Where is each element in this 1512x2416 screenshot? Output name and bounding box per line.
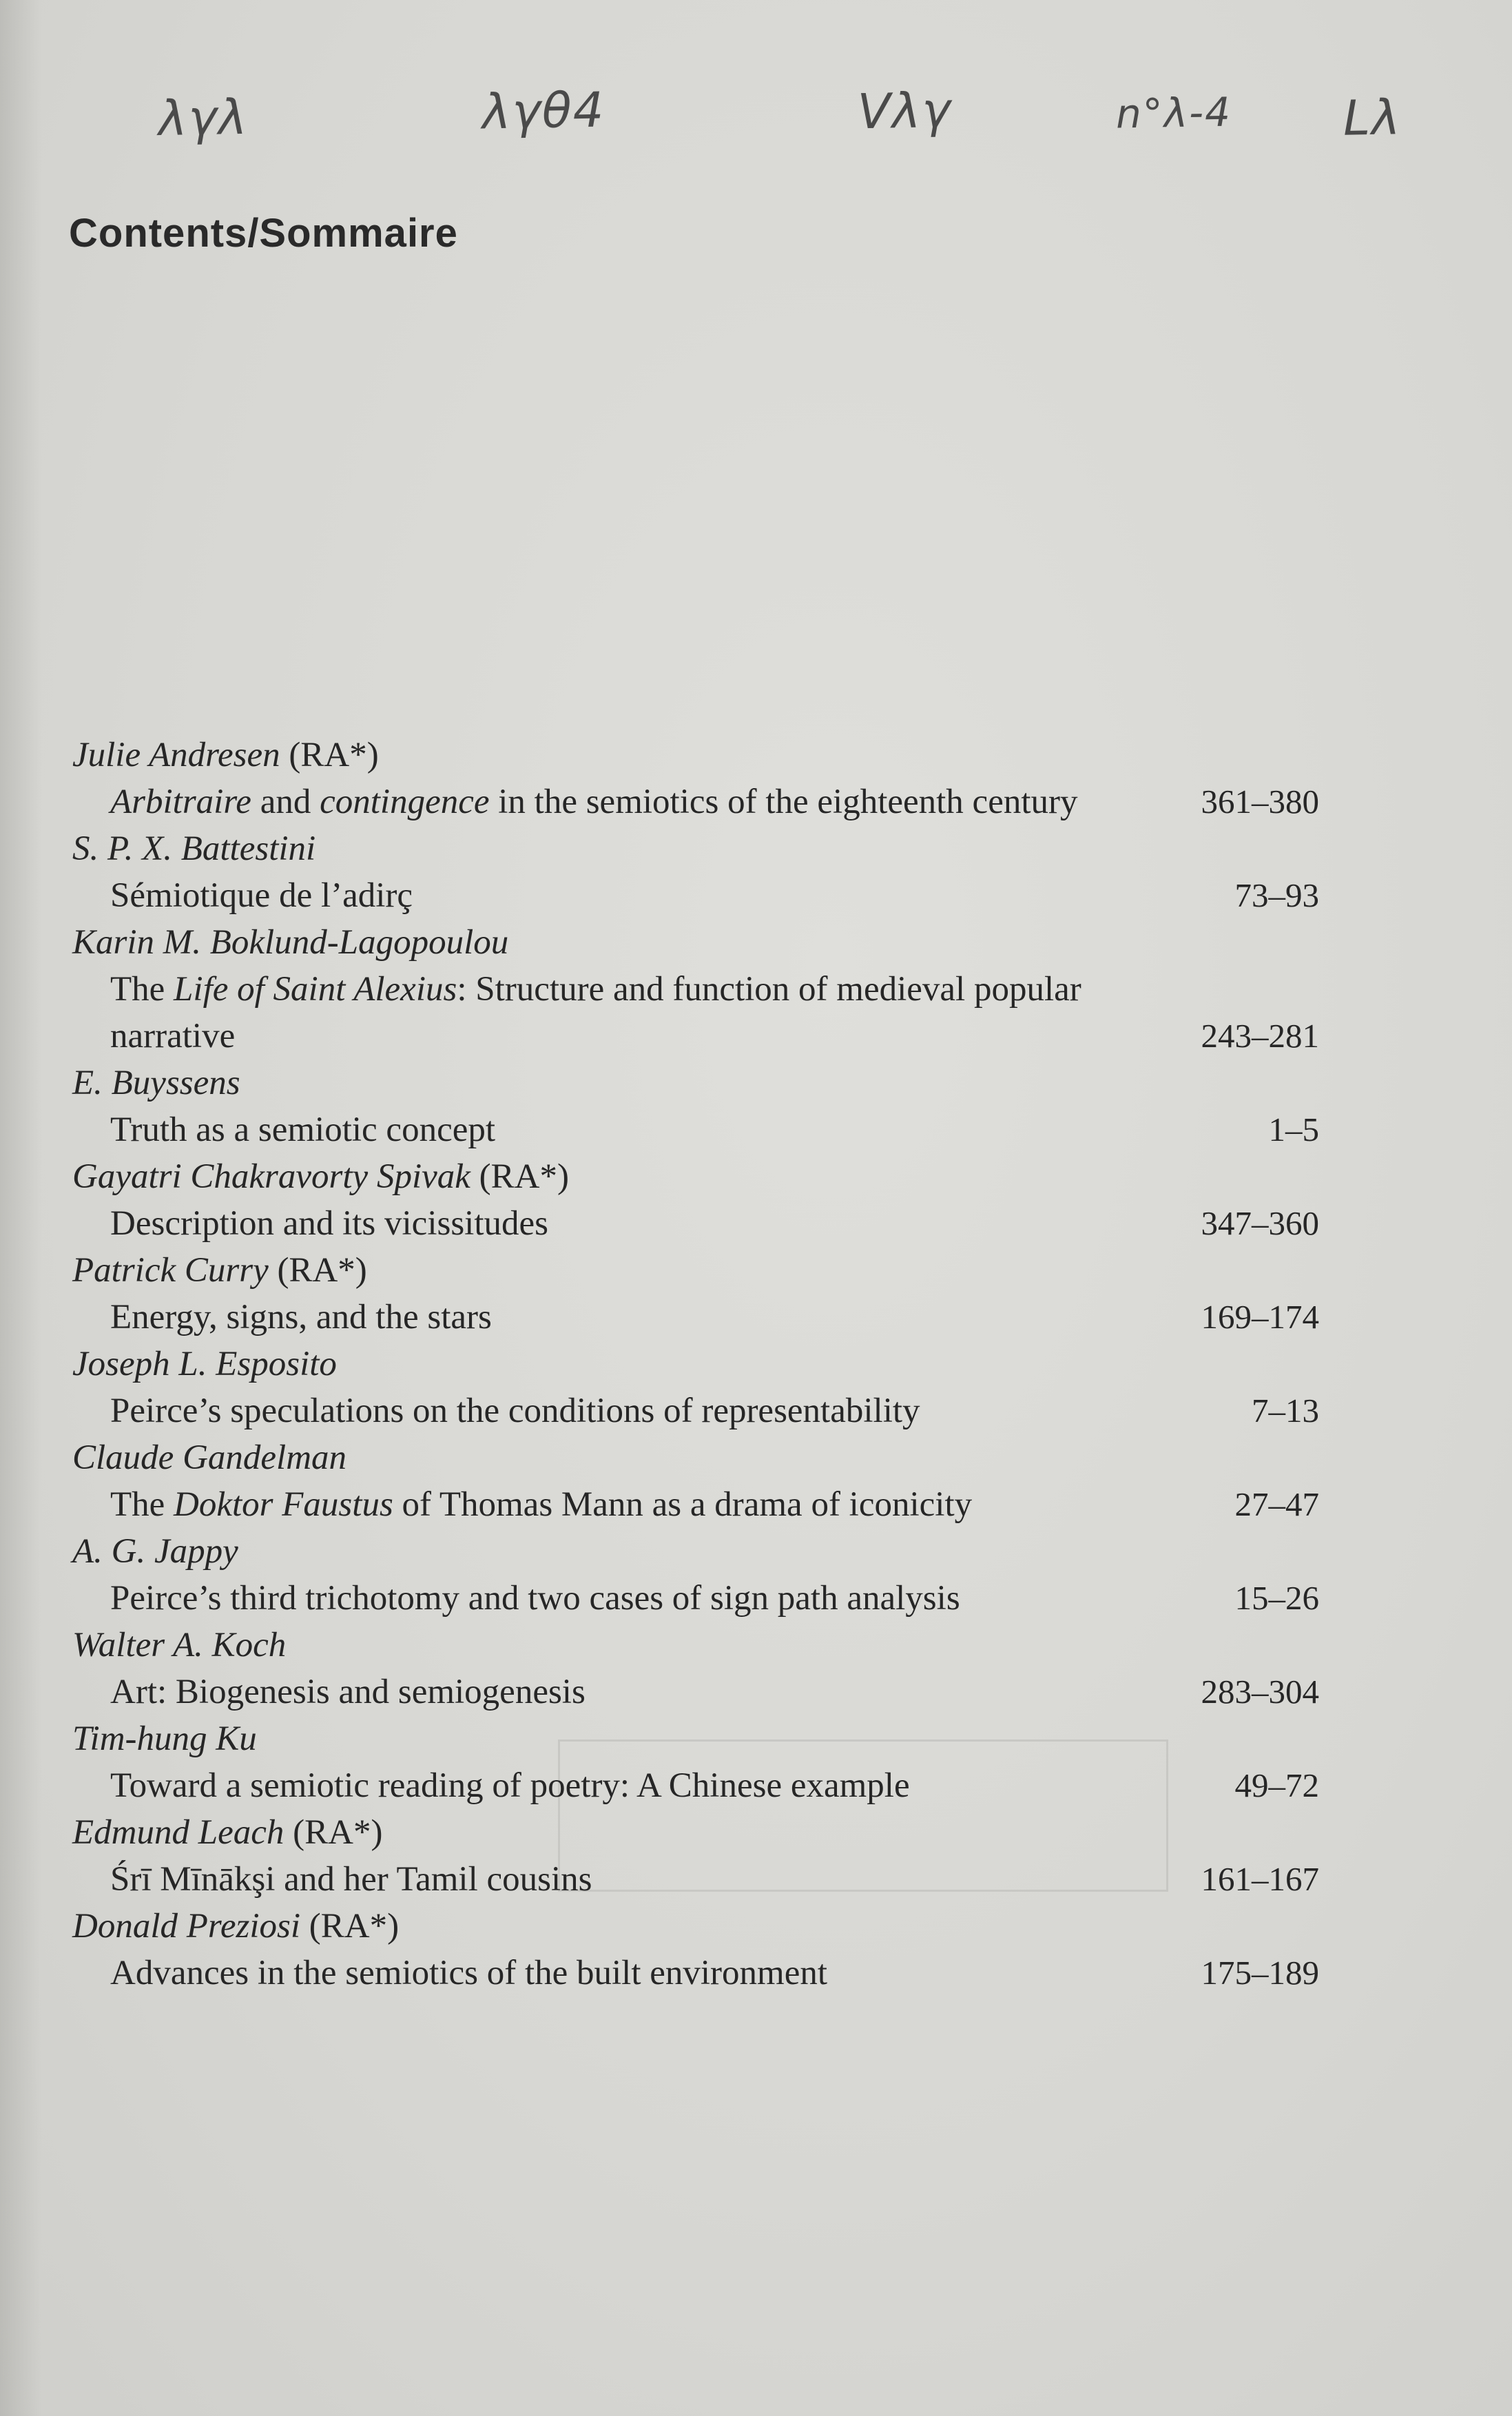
toc-title-row xyxy=(72,1950,1319,1996)
toc-title-row xyxy=(72,1856,1319,1903)
table-of-contents xyxy=(72,732,1319,1996)
toc-author-line xyxy=(72,1341,1312,1387)
toc-title-row xyxy=(72,1481,1319,1528)
title-fragment: contingence xyxy=(320,783,490,821)
toc-author-line xyxy=(72,1528,1312,1575)
toc-entry xyxy=(72,1247,1319,1341)
review-article-marker: (RA*) xyxy=(280,736,379,774)
toc-author-line xyxy=(72,1060,1312,1106)
toc-entry xyxy=(72,1622,1319,1715)
toc-entry xyxy=(72,1715,1319,1809)
toc-author-line xyxy=(72,1715,1312,1762)
article-title xyxy=(110,1762,1102,1809)
author-name: Tim-hung Ku xyxy=(72,1720,257,1758)
title-fragment: Art: Biogenesis and semiogenesis xyxy=(110,1673,586,1711)
author-name: Julie Andresen xyxy=(72,736,280,774)
title-fragment: The xyxy=(110,970,174,1009)
title-fragment: Toward a semiotic reading of poetry: A Chinese example xyxy=(110,1766,910,1805)
toc-title-row xyxy=(72,1200,1319,1247)
title-fragment: Peirce’s speculations on the conditions of representability xyxy=(110,1392,920,1430)
handwritten-annotations xyxy=(0,76,1512,172)
page-range: 361–380 xyxy=(1201,783,1319,820)
review-article-marker: (RA*) xyxy=(268,1251,367,1290)
handwritten-note: Lλ xyxy=(1343,89,1402,147)
article-title xyxy=(110,1294,1102,1341)
toc-title-row xyxy=(72,1387,1319,1434)
page-range: 161–167 xyxy=(1201,1860,1319,1898)
page-range: 1–5 xyxy=(1268,1111,1319,1148)
title-fragment: Life of Saint Alexius xyxy=(174,970,457,1009)
author-name: Walter A. Koch xyxy=(72,1626,287,1664)
title-fragment: in the semiotics of the eighteenth century xyxy=(489,783,1078,821)
toc-title-row xyxy=(72,1294,1319,1341)
handwritten-note: Vλγ xyxy=(857,81,953,141)
toc-author-line xyxy=(72,1622,1312,1669)
page-range: 49–72 xyxy=(1234,1766,1319,1804)
title-fragment: Advances in the semiotics of the built environment xyxy=(110,1954,828,1992)
page-range: 175–189 xyxy=(1201,1954,1319,1992)
author-name: Gayatri Chakravorty Spivak xyxy=(72,1157,470,1196)
toc-author-line xyxy=(72,1247,1312,1294)
title-fragment: The xyxy=(110,1485,174,1524)
toc-entry xyxy=(72,1528,1319,1622)
toc-entry xyxy=(72,919,1319,1060)
title-fragment: Arbitraire xyxy=(110,783,251,821)
toc-title-row xyxy=(72,1575,1319,1622)
toc-title-row xyxy=(72,778,1319,825)
title-fragment: Description and its vicissitudes xyxy=(110,1204,549,1243)
toc-author-line xyxy=(72,919,1312,966)
toc-author-line xyxy=(72,1903,1312,1950)
article-title xyxy=(110,778,1102,825)
author-name: Joseph L. Esposito xyxy=(72,1345,337,1383)
article-title xyxy=(110,1950,1102,1996)
toc-entry xyxy=(72,732,1319,825)
toc-author-line xyxy=(72,1153,1312,1200)
author-name: Donald Preziosi xyxy=(72,1907,301,1945)
review-article-marker: (RA*) xyxy=(284,1813,383,1852)
toc-title-row xyxy=(72,1762,1319,1809)
toc-entry xyxy=(72,1434,1319,1528)
title-fragment: and xyxy=(251,783,320,821)
toc-entry xyxy=(72,1903,1319,1996)
title-fragment: Śrī Mīnākşi and her Tamil cousins xyxy=(110,1860,592,1899)
toc-entry xyxy=(72,1060,1319,1153)
article-title xyxy=(110,1669,1102,1715)
page-range: 169–174 xyxy=(1201,1298,1319,1336)
page-range: 347–360 xyxy=(1201,1204,1319,1242)
author-name: A. G. Jappy xyxy=(72,1532,238,1571)
toc-title-row xyxy=(72,1669,1319,1715)
page-range: 73–93 xyxy=(1234,876,1319,914)
title-fragment: : Structure and function of medieval popular narrative xyxy=(110,970,1081,1055)
author-name: Claude Gandelman xyxy=(72,1438,347,1477)
toc-entry xyxy=(72,1809,1319,1903)
handwritten-note: λγθ4 xyxy=(481,81,605,141)
toc-title-row xyxy=(72,966,1319,1060)
article-title xyxy=(110,1481,1102,1528)
toc-author-line xyxy=(72,825,1312,872)
title-fragment: Truth as a semiotic concept xyxy=(110,1111,496,1149)
author-name: E. Buyssens xyxy=(72,1064,240,1102)
binding-shadow xyxy=(0,0,41,2416)
handwritten-note: λγλ xyxy=(158,88,249,147)
toc-title-row xyxy=(72,1106,1319,1153)
article-title xyxy=(110,1387,1102,1434)
article-title xyxy=(110,1200,1102,1247)
page-range: 27–47 xyxy=(1234,1485,1319,1523)
toc-title-row xyxy=(72,872,1319,919)
title-fragment: Sémiotique de l’adirç xyxy=(110,876,413,915)
handwritten-note: n°λ-4 xyxy=(1115,88,1232,138)
title-fragment: Energy, signs, and the stars xyxy=(110,1298,492,1336)
article-title xyxy=(110,1856,1102,1903)
author-name: Karin M. Boklund-Lagopoulou xyxy=(72,923,509,962)
toc-author-line xyxy=(72,732,1312,778)
author-name: Edmund Leach xyxy=(72,1813,284,1852)
toc-author-line xyxy=(72,1809,1312,1856)
toc-entry xyxy=(72,1153,1319,1247)
toc-entry xyxy=(72,825,1319,919)
article-title xyxy=(110,1106,1102,1153)
article-title xyxy=(110,966,1102,1060)
page-range: 15–26 xyxy=(1234,1579,1319,1617)
title-fragment: of Thomas Mann as a drama of iconicity xyxy=(393,1485,973,1524)
toc-author-line xyxy=(72,1434,1312,1481)
title-fragment: Peirce’s third trichotomy and two cases of sign path analysis xyxy=(110,1579,960,1618)
article-title xyxy=(110,1575,1102,1622)
article-title xyxy=(110,872,1102,919)
review-article-marker: (RA*) xyxy=(470,1157,569,1196)
page-range: 283–304 xyxy=(1201,1673,1319,1711)
toc-entry xyxy=(72,1341,1319,1434)
page-range: 7–13 xyxy=(1252,1392,1319,1429)
page-title: Contents/Sommaire xyxy=(69,211,458,256)
author-name: S. P. X. Battestini xyxy=(72,829,316,868)
page-range: 243–281 xyxy=(1201,1017,1319,1055)
review-article-marker: (RA*) xyxy=(300,1907,400,1945)
title-fragment: Doktor Faustus xyxy=(174,1485,393,1524)
author-name: Patrick Curry xyxy=(72,1251,269,1290)
